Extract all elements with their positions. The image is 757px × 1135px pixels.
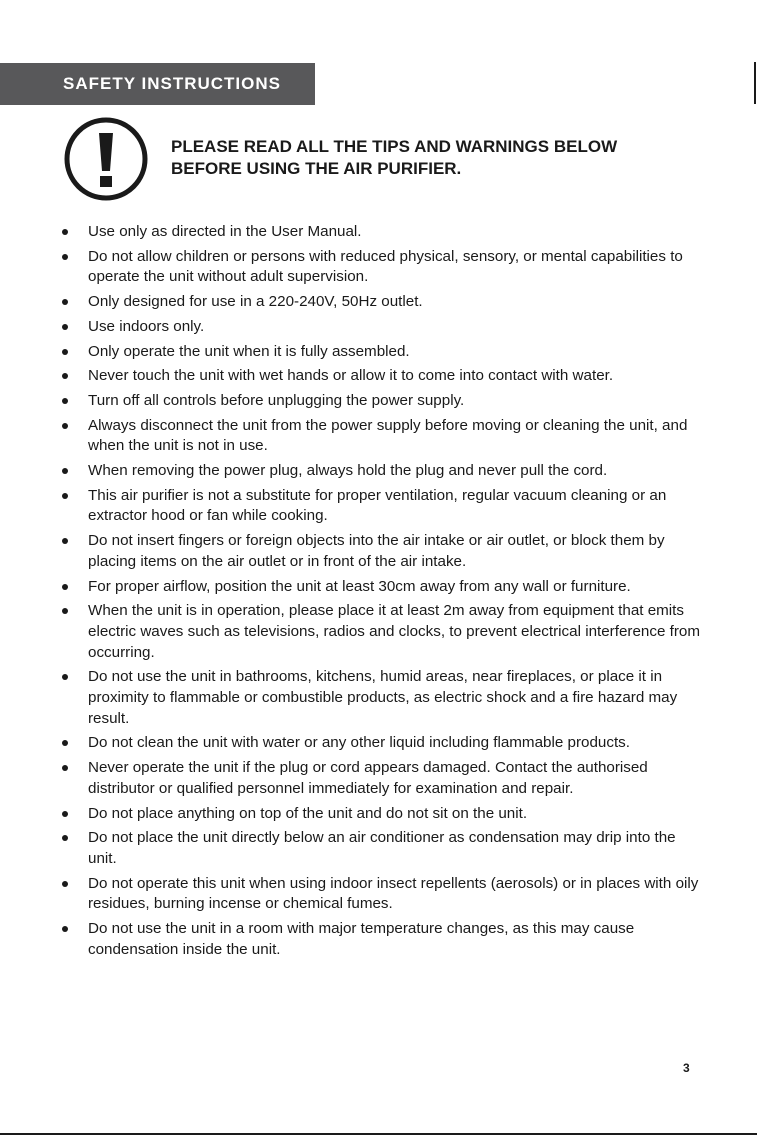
list-item xyxy=(62,391,702,412)
warning-heading-line1: PLEASE READ ALL THE TIPS AND WARNINGS BELOW xyxy=(171,137,618,156)
list-item xyxy=(62,366,702,387)
list-item-text: Only operate the unit when it is fully assembled. xyxy=(88,342,410,360)
warning-heading-line2: BEFORE USING THE AIR PURIFIER. xyxy=(171,159,462,178)
list-item-text: Only designed for use in a 220-240V, 50Hz outlet. xyxy=(88,293,423,311)
list-item xyxy=(62,874,702,915)
list-item xyxy=(62,733,702,754)
bullet-icon xyxy=(62,835,68,841)
list-item-text: Do not use the unit in a room with major temperature changes, as this may cause condensation inside the unit. xyxy=(88,920,635,958)
list-item xyxy=(62,317,702,338)
list-item-text: Do not operate this unit when using indoor insect repellents (aerosols) or in places with oily residues, burning incense or chemical fumes. xyxy=(88,874,699,913)
safety-instructions-list xyxy=(62,222,702,965)
list-item-text: When removing the power plug, always hold the plug and never pull the cord. xyxy=(88,462,608,480)
bullet-icon xyxy=(62,538,68,544)
bullet-icon xyxy=(62,493,68,499)
bullet-icon xyxy=(62,608,68,614)
list-item xyxy=(62,292,702,313)
bullet-icon xyxy=(62,324,68,330)
bullet-icon xyxy=(62,584,68,590)
list-item-text: Never operate the unit if the plug or cord appears damaged. Contact the authorised distributor or qualified personnel immediately for examination and repair. xyxy=(88,759,648,797)
bullet-icon xyxy=(62,423,68,429)
list-item-text: Turn off all controls before unplugging the power supply. xyxy=(88,391,465,409)
bullet-icon xyxy=(62,468,68,474)
list-item-text: For proper airflow, position the unit at least 30cm away from any wall or furniture. xyxy=(88,577,631,595)
section-title xyxy=(0,63,315,105)
bullet-icon xyxy=(62,926,68,932)
bullet-icon xyxy=(62,674,68,680)
warning-heading xyxy=(171,136,731,180)
list-item xyxy=(62,804,702,825)
list-item-text: Never touch the unit with wet hands or allow it to come into contact with water. xyxy=(88,367,614,385)
list-item xyxy=(62,222,702,243)
list-item xyxy=(62,601,702,663)
bullet-icon xyxy=(62,398,68,404)
list-item xyxy=(62,919,702,960)
list-item xyxy=(62,828,702,869)
bullet-icon xyxy=(62,881,68,887)
page-number: 3 xyxy=(683,1061,690,1075)
list-item-text: Use only as directed in the User Manual. xyxy=(88,223,362,240)
list-item-text: Do not place anything on top of the unit and do not sit on the unit. xyxy=(88,804,528,822)
list-item xyxy=(62,486,702,527)
list-item xyxy=(62,577,702,598)
bullet-icon xyxy=(62,765,68,771)
section-title-text: SAFETY INSTRUCTIONS xyxy=(63,74,281,93)
bullet-icon xyxy=(62,740,68,746)
list-item xyxy=(62,531,702,572)
exclamation-circle-icon xyxy=(63,116,149,202)
list-item xyxy=(62,667,702,729)
list-item xyxy=(62,342,702,363)
bullet-icon xyxy=(62,349,68,355)
list-item xyxy=(62,461,702,482)
list-item-text: Do not use the unit in bathrooms, kitchens, humid areas, near fireplaces, or place it in proximity to flammable or combustible products, as electric shock and a fire hazard may result. xyxy=(88,668,678,727)
bullet-icon xyxy=(62,373,68,379)
list-item-text: Do not clean the unit with water or any other liquid including flammable products. xyxy=(88,734,630,752)
bullet-icon xyxy=(62,229,68,235)
list-item-text: Do not place the unit directly below an air conditioner as condensation may drip into the unit. xyxy=(88,829,676,867)
list-item-text: Do not insert fingers or foreign objects into the air intake or air outlet, or block them by placing items on the air outlet or in front of the air intake. xyxy=(88,532,665,570)
bullet-icon xyxy=(62,299,68,305)
list-item xyxy=(62,416,702,457)
list-item-text: When the unit is in operation, please place it at least 2m away from equipment that emits electric waves such as televisions, radios and clocks, to prevent electrical interference from occurring. xyxy=(88,602,700,661)
edge-rule xyxy=(754,62,756,104)
list-item-text: This air purifier is not a substitute for proper ventilation, regular vacuum cleaning or an extractor hood or fan while cooking. xyxy=(88,486,667,525)
list-item-text: Do not allow children or persons with reduced physical, sensory, or mental capabilities to operate the unit without adult supervision. xyxy=(88,247,683,286)
list-item-text: Use indoors only. xyxy=(88,317,205,335)
list-item-text: Always disconnect the unit from the power supply before moving or cleaning the unit, and when the unit is not in use. xyxy=(88,416,688,455)
bullet-icon xyxy=(62,811,68,817)
list-item xyxy=(62,758,702,799)
list-item xyxy=(62,247,702,288)
bullet-icon xyxy=(62,254,68,260)
